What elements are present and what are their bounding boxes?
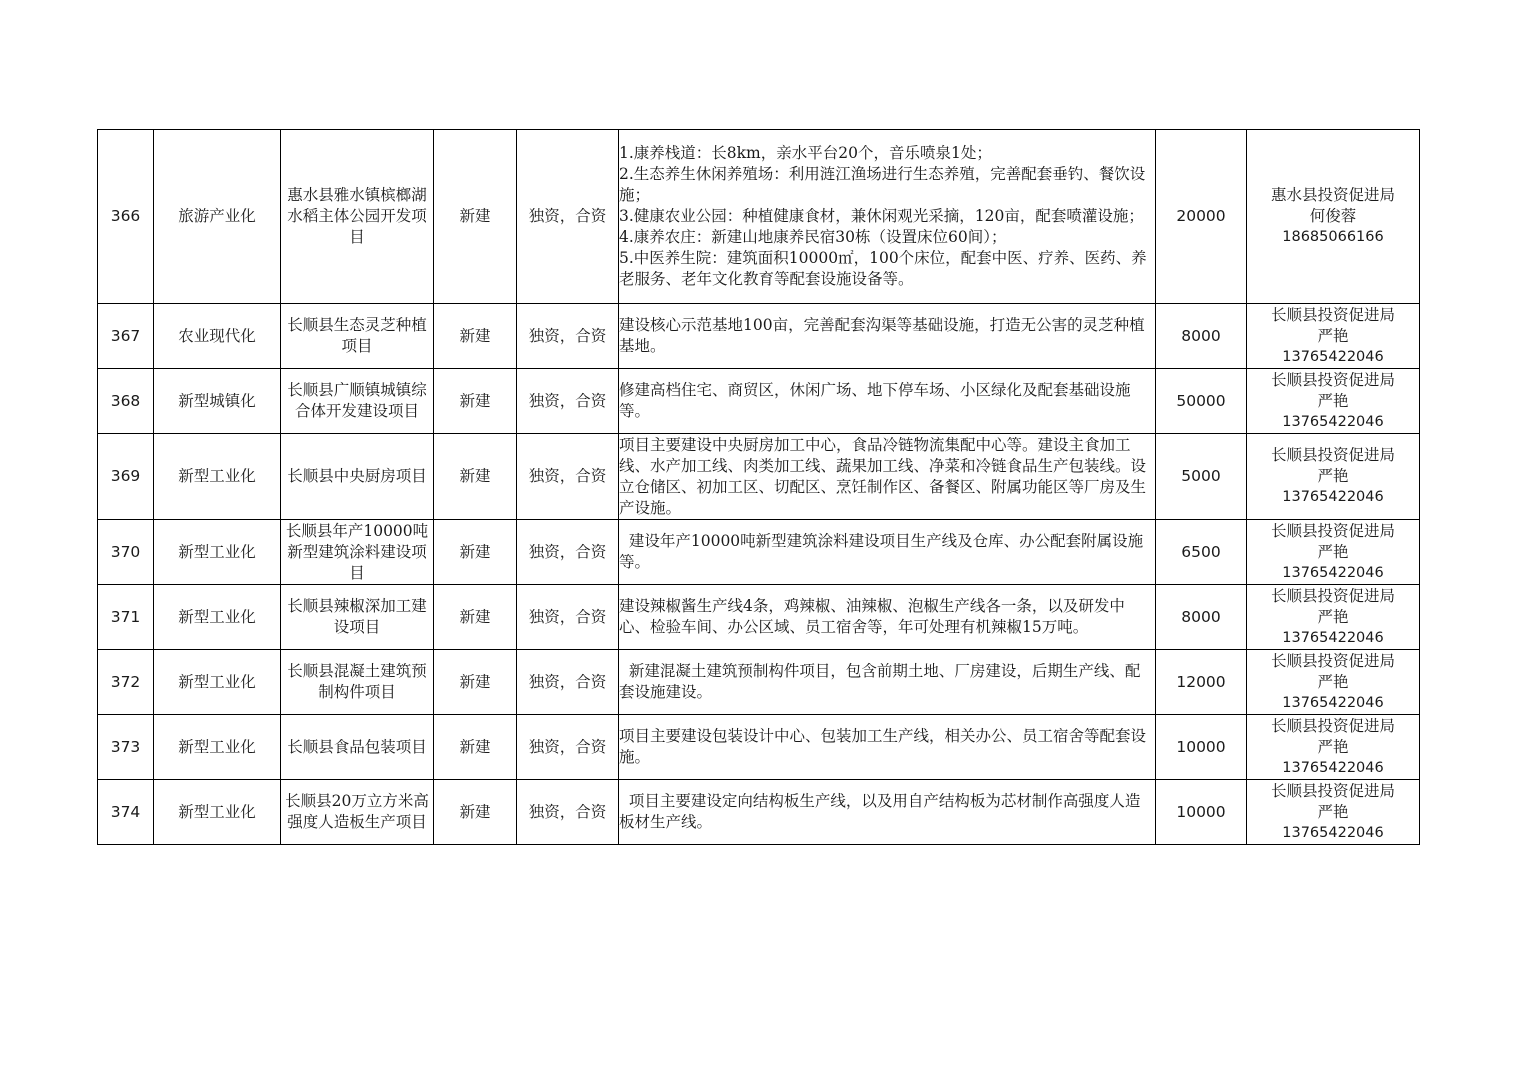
- project-name-cell: 长顺县年产10000吨新型建筑涂料建设项目: [281, 520, 434, 585]
- contact-cell: [1247, 585, 1420, 650]
- project-category-cell: 新型工业化: [154, 520, 281, 585]
- project-name-cell: 长顺县辣椒深加工建设项目: [281, 585, 434, 650]
- project-number-cell: 366: [98, 130, 154, 304]
- content-line: 5.中医养生院：建筑面积10000㎡，100个床位，配套中医、疗养、医药、养老服务、老年文化教育等配套设施设备等。: [619, 249, 1147, 288]
- contact-org: 长顺县投资促进局: [1270, 370, 1395, 389]
- cooperation-mode-cell: 独资，合资: [517, 715, 619, 780]
- construction-nature-cell: 新建: [434, 369, 517, 434]
- table-row: [98, 304, 1420, 369]
- project-content-cell: [619, 369, 1156, 434]
- investment-amount-cell: 10000: [1156, 715, 1247, 780]
- contact-phone: 13765422046: [1282, 489, 1384, 505]
- content-line: 3.健康农业公园：种植健康食材，兼休闲观光采摘，120亩，配套喷灌设施；: [619, 207, 1144, 225]
- cooperation-mode-cell: 独资，合资: [517, 434, 619, 520]
- project-content-cell: [619, 715, 1156, 780]
- construction-nature-cell: 新建: [434, 650, 517, 715]
- contact-person: 严艳: [1317, 467, 1349, 485]
- project-content-cell: [619, 585, 1156, 650]
- content-line: 项目主要建设定向结构板生产线，以及用自产结构板为芯材制作高强度人造板材生产线。: [619, 792, 1141, 831]
- contact-org: 长顺县投资促进局: [1270, 305, 1395, 324]
- project-name-cell: 长顺县中央厨房项目: [281, 434, 434, 520]
- contact-cell: [1247, 369, 1420, 434]
- project-number-cell: 373: [98, 715, 154, 780]
- project-number-cell: 367: [98, 304, 154, 369]
- contact-org: 长顺县投资促进局: [1270, 586, 1395, 605]
- contact-cell: [1247, 304, 1420, 369]
- project-name-cell: 惠水县雅水镇槟榔湖水稻主体公园开发项目: [281, 130, 434, 304]
- contact-org: 长顺县投资促进局: [1270, 781, 1395, 800]
- project-category-cell: 新型工业化: [154, 715, 281, 780]
- table-row: [98, 650, 1420, 715]
- cooperation-mode-cell: 独资，合资: [517, 780, 619, 845]
- contact-person: 严艳: [1317, 607, 1349, 626]
- project-category-cell: 农业现代化: [154, 304, 281, 369]
- investment-amount-cell: 8000: [1156, 304, 1247, 369]
- construction-nature-cell: 新建: [434, 780, 517, 845]
- project-number-cell: 370: [98, 520, 154, 585]
- table-row: [98, 369, 1420, 434]
- project-content-cell: [619, 650, 1156, 715]
- project-table: [97, 129, 1420, 845]
- construction-nature-cell: 新建: [434, 585, 517, 650]
- cooperation-mode-cell: 独资，合资: [517, 520, 619, 585]
- contact-person: 严艳: [1317, 737, 1349, 756]
- contact-person: 严艳: [1317, 672, 1349, 691]
- project-content-cell: [619, 434, 1156, 520]
- project-number-cell: 372: [98, 650, 154, 715]
- construction-nature-cell: 新建: [434, 130, 517, 304]
- content-line: 新建混凝土建筑预制构件项目，包含前期土地、厂房建设，后期生产线、配套设施建设。: [619, 662, 1141, 701]
- table-row: [98, 520, 1420, 585]
- investment-amount-cell: 8000: [1156, 585, 1247, 650]
- contact-phone: 13765422046: [1282, 759, 1384, 776]
- contact-cell: [1247, 520, 1420, 585]
- table-row: [98, 780, 1420, 845]
- cooperation-mode-cell: 独资，合资: [517, 650, 619, 715]
- project-category-cell: 新型工业化: [154, 585, 281, 650]
- construction-nature-cell: 新建: [434, 520, 517, 585]
- contact-phone: 13765422046: [1282, 564, 1384, 581]
- table-row: [98, 130, 1420, 304]
- construction-nature-cell: 新建: [434, 715, 517, 780]
- project-content-cell: [619, 304, 1156, 369]
- content-line: 建设年产10000吨新型建筑涂料建设项目生产线及仓库、办公配套附属设施等。: [619, 532, 1144, 571]
- table-row: [98, 715, 1420, 780]
- investment-amount-cell: 20000: [1156, 130, 1247, 304]
- content-line: 建设辣椒酱生产线4条，鸡辣椒、油辣椒、泡椒生产线各一条，以及研发中心、检验车间、办公区域、员工宿舍等，年可处理有机辣椒15万吨。: [619, 597, 1125, 636]
- content-line: 修建高档住宅、商贸区，休闲广场、地下停车场、小区绿化及配套基础设施等。: [619, 381, 1131, 420]
- table-row: [98, 585, 1420, 650]
- project-name-cell: 长顺县食品包装项目: [281, 715, 434, 780]
- contact-person: 何俊蓉: [1309, 207, 1357, 225]
- investment-amount-cell: 6500: [1156, 520, 1247, 585]
- contact-phone: 13765422046: [1282, 413, 1384, 430]
- investment-amount-cell: 5000: [1156, 434, 1247, 520]
- cooperation-mode-cell: 独资，合资: [517, 369, 619, 434]
- content-line: 1.康养栈道：长8km，亲水平台20个，音乐喷泉1处；: [619, 144, 992, 162]
- construction-nature-cell: 新建: [434, 434, 517, 520]
- table-row: [98, 434, 1420, 520]
- contact-cell: [1247, 715, 1420, 780]
- contact-person: 严艳: [1317, 542, 1349, 561]
- contact-org: 惠水县投资促进局: [1270, 186, 1395, 204]
- project-name-cell: 长顺县混凝土建筑预制构件项目: [281, 650, 434, 715]
- contact-cell: [1247, 434, 1420, 520]
- project-content-cell: [619, 780, 1156, 845]
- investment-amount-cell: 12000: [1156, 650, 1247, 715]
- contact-phone: 13765422046: [1282, 824, 1384, 841]
- project-category-cell: 新型工业化: [154, 650, 281, 715]
- construction-nature-cell: 新建: [434, 304, 517, 369]
- contact-org: 长顺县投资促进局: [1270, 446, 1395, 464]
- cooperation-mode-cell: 独资，合资: [517, 130, 619, 304]
- content-line: 项目主要建设包装设计中心、包装加工生产线，相关办公、员工宿舍等配套设施。: [619, 727, 1147, 766]
- investment-amount-cell: 50000: [1156, 369, 1247, 434]
- project-number-cell: 374: [98, 780, 154, 845]
- project-category-cell: 新型工业化: [154, 434, 281, 520]
- project-content-cell: [619, 130, 1156, 304]
- contact-org: 长顺县投资促进局: [1270, 521, 1395, 540]
- contact-person: 严艳: [1317, 802, 1349, 821]
- contact-cell: [1247, 130, 1420, 304]
- contact-org: 长顺县投资促进局: [1270, 716, 1395, 735]
- contact-cell: [1247, 650, 1420, 715]
- content-line: 项目主要建设中央厨房加工中心，食品冷链物流集配中心等。建设主食加工线、水产加工线、肉类加工线、蔬果加工线、净菜和冷链食品生产包装线。设立仓储区、初加工区、切配区、烹饪制作区、备餐区、附属功能区等厂房及生产设施。: [619, 435, 1147, 517]
- contact-org: 长顺县投资促进局: [1270, 651, 1395, 670]
- project-name-cell: 长顺县20万立方米高强度人造板生产项目: [281, 780, 434, 845]
- content-line: 4.康养农庄：新建山地康养民宿30栋（设置床位60间）；: [619, 228, 1007, 246]
- contact-phone: 13765422046: [1282, 629, 1384, 646]
- content-line: 2.生态养生休闲养殖场：利用涟江渔场进行生态养殖，完善配套垂钓、餐饮设施；: [619, 165, 1146, 204]
- contact-phone: 18685066166: [1282, 229, 1384, 245]
- project-number-cell: 368: [98, 369, 154, 434]
- project-content-cell: [619, 520, 1156, 585]
- contact-person: 严艳: [1317, 391, 1349, 410]
- project-category-cell: 新型城镇化: [154, 369, 281, 434]
- project-category-cell: 新型工业化: [154, 780, 281, 845]
- project-number-cell: 371: [98, 585, 154, 650]
- cooperation-mode-cell: 独资，合资: [517, 304, 619, 369]
- contact-person: 严艳: [1317, 326, 1349, 345]
- project-number-cell: 369: [98, 434, 154, 520]
- cooperation-mode-cell: 独资，合资: [517, 585, 619, 650]
- project-name-cell: 长顺县生态灵芝种植项目: [281, 304, 434, 369]
- content-line: 建设核心示范基地100亩，完善配套沟渠等基础设施，打造无公害的灵芝种植基地。: [619, 316, 1145, 355]
- project-category-cell: 旅游产业化: [154, 130, 281, 304]
- contact-phone: 13765422046: [1282, 348, 1384, 365]
- contact-cell: [1247, 780, 1420, 845]
- project-name-cell: 长顺县广顺镇城镇综合体开发建设项目: [281, 369, 434, 434]
- contact-phone: 13765422046: [1282, 694, 1384, 711]
- investment-amount-cell: 10000: [1156, 780, 1247, 845]
